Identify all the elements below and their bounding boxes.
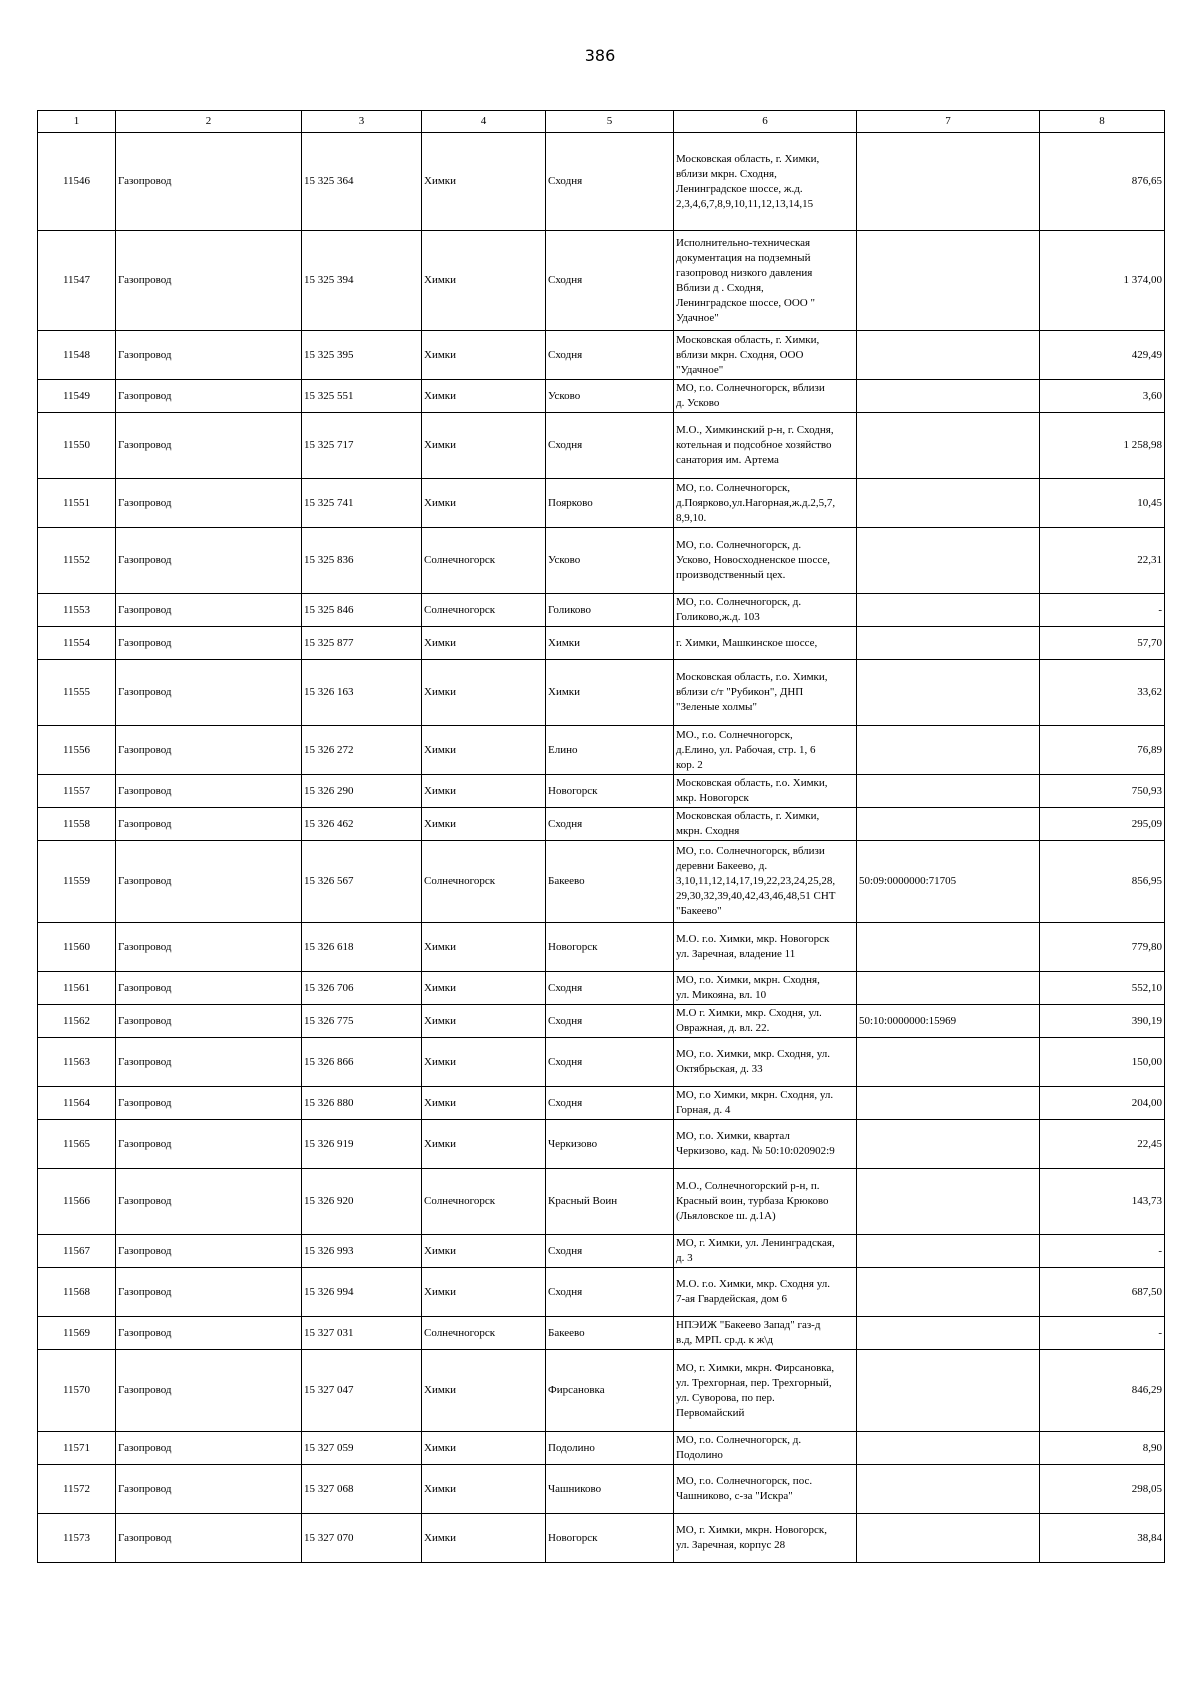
row-number-cell: 11553 bbox=[38, 594, 116, 627]
inventory-number-cell: 15 326 920 bbox=[302, 1169, 422, 1235]
page-number: 386 bbox=[584, 46, 616, 65]
district-cell: Химки bbox=[422, 331, 546, 380]
inventory-number-cell: 15 325 364 bbox=[302, 133, 422, 231]
object-name-cell: Газопровод bbox=[116, 923, 302, 972]
table-row bbox=[38, 479, 1165, 528]
object-name-cell: Газопровод bbox=[116, 1087, 302, 1120]
object-name-cell: Газопровод bbox=[116, 1120, 302, 1169]
object-name-cell: Газопровод bbox=[116, 808, 302, 841]
cadastral-number-cell bbox=[857, 1235, 1040, 1268]
cadastral-number-cell bbox=[857, 1169, 1040, 1235]
object-name-cell: Газопровод bbox=[116, 133, 302, 231]
cadastral-number-cell bbox=[857, 1038, 1040, 1087]
value-cell: 143,73 bbox=[1040, 1169, 1165, 1235]
inventory-number-cell: 15 327 070 bbox=[302, 1514, 422, 1563]
row-number-cell: 11559 bbox=[38, 841, 116, 923]
value-cell: 3,60 bbox=[1040, 380, 1165, 413]
table-row bbox=[38, 1235, 1165, 1268]
object-name-cell: Газопровод bbox=[116, 627, 302, 660]
object-name-cell: Газопровод bbox=[116, 1465, 302, 1514]
address-cell: М.О. г.о. Химки, мкр. Новогорск ул. Заречная, владение 11 bbox=[674, 923, 857, 972]
value-cell: 552,10 bbox=[1040, 972, 1165, 1005]
value-cell: 1 258,98 bbox=[1040, 413, 1165, 479]
column-header: 2 bbox=[116, 111, 302, 133]
column-header: 4 bbox=[422, 111, 546, 133]
cadastral-number-cell: 50:10:0000000:15969 bbox=[857, 1005, 1040, 1038]
address-cell: МО, г. Химки, мкрн. Фирсановка, ул. Трехгорная, пер. Трехгорный, ул. Суворова, по пер. Первомайский bbox=[674, 1350, 857, 1432]
cadastral-number-cell bbox=[857, 808, 1040, 841]
inventory-number-cell: 15 326 706 bbox=[302, 972, 422, 1005]
cadastral-number-cell bbox=[857, 413, 1040, 479]
object-name-cell: Газопровод bbox=[116, 231, 302, 331]
column-header: 1 bbox=[38, 111, 116, 133]
cadastral-number-cell bbox=[857, 1087, 1040, 1120]
value-cell: 295,09 bbox=[1040, 808, 1165, 841]
value-cell: 38,84 bbox=[1040, 1514, 1165, 1563]
object-name-cell: Газопровод bbox=[116, 1005, 302, 1038]
table-row bbox=[38, 1268, 1165, 1317]
address-cell: МО, г.о. Химки, мкрн. Сходня, ул. Микояна, вл. 10 bbox=[674, 972, 857, 1005]
column-header: 8 bbox=[1040, 111, 1165, 133]
locality-cell: Новогорск bbox=[546, 923, 674, 972]
address-cell: МО, г.о. Солнечногорск, д.Поярково,ул.Нагорная,ж.д.2,5,7, 8,9,10. bbox=[674, 479, 857, 528]
value-cell: 876,65 bbox=[1040, 133, 1165, 231]
address-cell: М.О. г.о. Химки, мкр. Сходня ул. 7-ая Гвардейская, дом 6 bbox=[674, 1268, 857, 1317]
row-number-cell: 11570 bbox=[38, 1350, 116, 1432]
locality-cell: Голиково bbox=[546, 594, 674, 627]
row-number-cell: 11568 bbox=[38, 1268, 116, 1317]
column-header: 6 bbox=[674, 111, 857, 133]
object-name-cell: Газопровод bbox=[116, 1169, 302, 1235]
district-cell: Солнечногорск bbox=[422, 528, 546, 594]
locality-cell: Химки bbox=[546, 660, 674, 726]
address-cell: М.О., Солнечногорский р-н, п. Красный воин, турбаза Крюково (Льяловское ш. д.1А) bbox=[674, 1169, 857, 1235]
cadastral-number-cell bbox=[857, 923, 1040, 972]
address-cell: МО, г.о. Солнечногорск, пос. Чашниково, с-за "Искра" bbox=[674, 1465, 857, 1514]
address-cell: МО, г.о. Солнечногорск, д. Голиково,ж.д. 103 bbox=[674, 594, 857, 627]
address-cell: Московская область, г. Химки, мкрн. Сходня bbox=[674, 808, 857, 841]
row-number-cell: 11560 bbox=[38, 923, 116, 972]
object-name-cell: Газопровод bbox=[116, 380, 302, 413]
district-cell: Химки bbox=[422, 627, 546, 660]
object-name-cell: Газопровод bbox=[116, 775, 302, 808]
cadastral-number-cell bbox=[857, 775, 1040, 808]
cadastral-number-cell bbox=[857, 594, 1040, 627]
district-cell: Солнечногорск bbox=[422, 1317, 546, 1350]
row-number-cell: 11573 bbox=[38, 1514, 116, 1563]
cadastral-number-cell bbox=[857, 528, 1040, 594]
row-number-cell: 11569 bbox=[38, 1317, 116, 1350]
district-cell: Солнечногорск bbox=[422, 594, 546, 627]
address-cell: МО, г.о. Химки, мкр. Сходня, ул. Октябрьская, д. 33 bbox=[674, 1038, 857, 1087]
locality-cell: Сходня bbox=[546, 1235, 674, 1268]
locality-cell: Усково bbox=[546, 380, 674, 413]
row-number-cell: 11563 bbox=[38, 1038, 116, 1087]
locality-cell: Сходня bbox=[546, 413, 674, 479]
cadastral-number-cell bbox=[857, 1268, 1040, 1317]
row-number-cell: 11556 bbox=[38, 726, 116, 775]
value-cell: 390,19 bbox=[1040, 1005, 1165, 1038]
locality-cell: Сходня bbox=[546, 808, 674, 841]
value-cell: - bbox=[1040, 1317, 1165, 1350]
table-row bbox=[38, 808, 1165, 841]
value-cell: 750,93 bbox=[1040, 775, 1165, 808]
table-row bbox=[38, 133, 1165, 231]
district-cell: Химки bbox=[422, 231, 546, 331]
locality-cell: Сходня bbox=[546, 231, 674, 331]
column-header: 5 bbox=[546, 111, 674, 133]
row-number-cell: 11555 bbox=[38, 660, 116, 726]
inventory-number-cell: 15 326 462 bbox=[302, 808, 422, 841]
address-cell: МО, г.о. Солнечногорск, вблизи деревни Бакеево, д. 3,10,11,12,14,17,19,22,23,24,25,28, 29,30,32,39,40,42,43,46,48,51 СНТ "Бакеево" bbox=[674, 841, 857, 923]
row-number-cell: 11548 bbox=[38, 331, 116, 380]
object-name-cell: Газопровод bbox=[116, 660, 302, 726]
address-cell: Московская область, г.о. Химки, мкр. Новогорск bbox=[674, 775, 857, 808]
address-cell: МО, г. Химки, мкрн. Новогорск, ул. Заречная, корпус 28 bbox=[674, 1514, 857, 1563]
object-name-cell: Газопровод bbox=[116, 1268, 302, 1317]
locality-cell: Новогорск bbox=[546, 775, 674, 808]
district-cell: Химки bbox=[422, 1432, 546, 1465]
value-cell: - bbox=[1040, 594, 1165, 627]
value-cell: 687,50 bbox=[1040, 1268, 1165, 1317]
inventory-number-cell: 15 326 775 bbox=[302, 1005, 422, 1038]
locality-cell: Сходня bbox=[546, 972, 674, 1005]
district-cell: Химки bbox=[422, 133, 546, 231]
row-number-cell: 11547 bbox=[38, 231, 116, 331]
district-cell: Химки bbox=[422, 1268, 546, 1317]
address-cell: М.О г. Химки, мкр. Сходня, ул. Овражная, д. вл. 22. bbox=[674, 1005, 857, 1038]
value-cell: 204,00 bbox=[1040, 1087, 1165, 1120]
table-row bbox=[38, 1005, 1165, 1038]
inventory-number-cell: 15 327 031 bbox=[302, 1317, 422, 1350]
cadastral-number-cell bbox=[857, 380, 1040, 413]
address-cell: Московская область, г. Химки, вблизи мкрн. Сходня, ООО "Удачное" bbox=[674, 331, 857, 380]
object-name-cell: Газопровод bbox=[116, 1317, 302, 1350]
row-number-cell: 11554 bbox=[38, 627, 116, 660]
address-cell: Московская область, г. Химки, вблизи мкрн. Сходня, Ленинградское шоссе, ж.д. 2,3,4,6,7,8,9,10,11,12,13,14,15 bbox=[674, 133, 857, 231]
address-cell: г. Химки, Машкинское шоссе, bbox=[674, 627, 857, 660]
address-cell: МО, г.о. Химки, квартал Черкизово, кад. № 50:10:020902:9 bbox=[674, 1120, 857, 1169]
district-cell: Химки bbox=[422, 1235, 546, 1268]
value-cell: 8,90 bbox=[1040, 1432, 1165, 1465]
object-name-cell: Газопровод bbox=[116, 726, 302, 775]
value-cell: - bbox=[1040, 1235, 1165, 1268]
district-cell: Химки bbox=[422, 1514, 546, 1563]
district-cell: Химки bbox=[422, 380, 546, 413]
district-cell: Химки bbox=[422, 1038, 546, 1087]
object-name-cell: Газопровод bbox=[116, 1350, 302, 1432]
value-cell: 22,31 bbox=[1040, 528, 1165, 594]
locality-cell: Елино bbox=[546, 726, 674, 775]
district-cell: Химки bbox=[422, 660, 546, 726]
row-number-cell: 11567 bbox=[38, 1235, 116, 1268]
locality-cell: Чашниково bbox=[546, 1465, 674, 1514]
row-number-cell: 11564 bbox=[38, 1087, 116, 1120]
locality-cell: Подолино bbox=[546, 1432, 674, 1465]
inventory-number-cell: 15 326 618 bbox=[302, 923, 422, 972]
cadastral-number-cell bbox=[857, 479, 1040, 528]
locality-cell: Сходня bbox=[546, 1005, 674, 1038]
locality-cell: Сходня bbox=[546, 331, 674, 380]
address-cell: МО, г.о. Солнечногорск, д. Подолино bbox=[674, 1432, 857, 1465]
table-row bbox=[38, 1432, 1165, 1465]
inventory-number-cell: 15 327 059 bbox=[302, 1432, 422, 1465]
object-name-cell: Газопровод bbox=[116, 413, 302, 479]
address-cell: НПЭИЖ "Бакеево Запад" газ-д в.д, МРП. ср.д. к ж\д bbox=[674, 1317, 857, 1350]
locality-cell: Поярково bbox=[546, 479, 674, 528]
address-cell: МО, г.о. Солнечногорск, д. Усково, Новосходненское шоссе, производственный цех. bbox=[674, 528, 857, 594]
district-cell: Химки bbox=[422, 972, 546, 1005]
table-row bbox=[38, 841, 1165, 923]
cadastral-number-cell bbox=[857, 1465, 1040, 1514]
table-row bbox=[38, 1120, 1165, 1169]
value-cell: 10,45 bbox=[1040, 479, 1165, 528]
row-number-cell: 11550 bbox=[38, 413, 116, 479]
cadastral-number-cell bbox=[857, 1317, 1040, 1350]
cadastral-number-cell: 50:09:0000000:71705 bbox=[857, 841, 1040, 923]
table-row bbox=[38, 627, 1165, 660]
row-number-cell: 11561 bbox=[38, 972, 116, 1005]
value-cell: 22,45 bbox=[1040, 1120, 1165, 1169]
object-name-cell: Газопровод bbox=[116, 1038, 302, 1087]
table-row bbox=[38, 231, 1165, 331]
table-row bbox=[38, 1514, 1165, 1563]
locality-cell: Бакеево bbox=[546, 841, 674, 923]
value-cell: 846,29 bbox=[1040, 1350, 1165, 1432]
inventory-number-cell: 15 325 836 bbox=[302, 528, 422, 594]
locality-cell: Черкизово bbox=[546, 1120, 674, 1169]
district-cell: Химки bbox=[422, 808, 546, 841]
inventory-number-cell: 15 326 567 bbox=[302, 841, 422, 923]
cadastral-number-cell bbox=[857, 726, 1040, 775]
cadastral-number-cell bbox=[857, 1514, 1040, 1563]
cadastral-number-cell bbox=[857, 1120, 1040, 1169]
table-row bbox=[38, 726, 1165, 775]
object-name-cell: Газопровод bbox=[116, 1514, 302, 1563]
locality-cell: Сходня bbox=[546, 1087, 674, 1120]
inventory-number-cell: 15 325 846 bbox=[302, 594, 422, 627]
district-cell: Химки bbox=[422, 1350, 546, 1432]
locality-cell: Усково bbox=[546, 528, 674, 594]
table-row bbox=[38, 594, 1165, 627]
value-cell: 33,62 bbox=[1040, 660, 1165, 726]
district-cell: Химки bbox=[422, 1005, 546, 1038]
object-name-cell: Газопровод bbox=[116, 479, 302, 528]
row-number-cell: 11572 bbox=[38, 1465, 116, 1514]
value-cell: 779,80 bbox=[1040, 923, 1165, 972]
table-row bbox=[38, 660, 1165, 726]
row-number-cell: 11558 bbox=[38, 808, 116, 841]
value-cell: 150,00 bbox=[1040, 1038, 1165, 1087]
locality-cell: Фирсановка bbox=[546, 1350, 674, 1432]
object-name-cell: Газопровод bbox=[116, 1432, 302, 1465]
inventory-number-cell: 15 327 068 bbox=[302, 1465, 422, 1514]
district-cell: Солнечногорск bbox=[422, 1169, 546, 1235]
table-row bbox=[38, 972, 1165, 1005]
locality-cell: Красный Воин bbox=[546, 1169, 674, 1235]
column-header: 7 bbox=[857, 111, 1040, 133]
inventory-number-cell: 15 325 741 bbox=[302, 479, 422, 528]
inventory-number-cell: 15 325 394 bbox=[302, 231, 422, 331]
address-cell: Московская область, г.о. Химки, вблизи с/т "Рубикон", ДНП "Зеленые холмы" bbox=[674, 660, 857, 726]
table-row bbox=[38, 1317, 1165, 1350]
district-cell: Химки bbox=[422, 479, 546, 528]
row-number-cell: 11551 bbox=[38, 479, 116, 528]
locality-cell: Химки bbox=[546, 627, 674, 660]
district-cell: Химки bbox=[422, 775, 546, 808]
table-row bbox=[38, 1169, 1165, 1235]
object-name-cell: Газопровод bbox=[116, 1235, 302, 1268]
district-cell: Солнечногорск bbox=[422, 841, 546, 923]
object-name-cell: Газопровод bbox=[116, 841, 302, 923]
inventory-number-cell: 15 326 993 bbox=[302, 1235, 422, 1268]
table-row bbox=[38, 528, 1165, 594]
inventory-number-cell: 15 326 994 bbox=[302, 1268, 422, 1317]
value-cell: 1 374,00 bbox=[1040, 231, 1165, 331]
locality-cell: Сходня bbox=[546, 1038, 674, 1087]
value-cell: 429,49 bbox=[1040, 331, 1165, 380]
table-row bbox=[38, 413, 1165, 479]
object-name-cell: Газопровод bbox=[116, 331, 302, 380]
row-number-cell: 11557 bbox=[38, 775, 116, 808]
row-number-cell: 11549 bbox=[38, 380, 116, 413]
inventory-number-cell: 15 325 877 bbox=[302, 627, 422, 660]
value-cell: 57,70 bbox=[1040, 627, 1165, 660]
table-row bbox=[38, 923, 1165, 972]
cadastral-number-cell bbox=[857, 1432, 1040, 1465]
cadastral-number-cell bbox=[857, 331, 1040, 380]
cadastral-number-cell bbox=[857, 133, 1040, 231]
column-header-row bbox=[38, 111, 1165, 133]
table-row bbox=[38, 1350, 1165, 1432]
table-row bbox=[38, 331, 1165, 380]
row-number-cell: 11571 bbox=[38, 1432, 116, 1465]
locality-cell: Сходня bbox=[546, 1268, 674, 1317]
table-body bbox=[38, 133, 1165, 1563]
object-name-cell: Газопровод bbox=[116, 594, 302, 627]
locality-cell: Бакеево bbox=[546, 1317, 674, 1350]
locality-cell: Сходня bbox=[546, 133, 674, 231]
row-number-cell: 11566 bbox=[38, 1169, 116, 1235]
inventory-number-cell: 15 326 866 bbox=[302, 1038, 422, 1087]
district-cell: Химки bbox=[422, 413, 546, 479]
district-cell: Химки bbox=[422, 1120, 546, 1169]
address-cell: МО, г. Химки, ул. Ленинградская, д. 3 bbox=[674, 1235, 857, 1268]
inventory-number-cell: 15 326 272 bbox=[302, 726, 422, 775]
table-row bbox=[38, 1087, 1165, 1120]
inventory-number-cell: 15 325 395 bbox=[302, 331, 422, 380]
locality-cell: Новогорск bbox=[546, 1514, 674, 1563]
inventory-number-cell: 15 326 163 bbox=[302, 660, 422, 726]
row-number-cell: 11562 bbox=[38, 1005, 116, 1038]
table-row bbox=[38, 1465, 1165, 1514]
value-cell: 76,89 bbox=[1040, 726, 1165, 775]
cadastral-number-cell bbox=[857, 627, 1040, 660]
district-cell: Химки bbox=[422, 1465, 546, 1514]
cadastral-number-cell bbox=[857, 231, 1040, 331]
value-cell: 856,95 bbox=[1040, 841, 1165, 923]
column-header: 3 bbox=[302, 111, 422, 133]
table-row bbox=[38, 775, 1165, 808]
registry-table bbox=[37, 110, 1165, 1563]
table-row bbox=[38, 1038, 1165, 1087]
cadastral-number-cell bbox=[857, 660, 1040, 726]
row-number-cell: 11552 bbox=[38, 528, 116, 594]
value-cell: 298,05 bbox=[1040, 1465, 1165, 1514]
cadastral-number-cell bbox=[857, 972, 1040, 1005]
cadastral-number-cell bbox=[857, 1350, 1040, 1432]
row-number-cell: 11565 bbox=[38, 1120, 116, 1169]
address-cell: МО, г.о. Солнечногорск, вблизи д. Усково bbox=[674, 380, 857, 413]
district-cell: Химки bbox=[422, 923, 546, 972]
address-cell: МО, г.о Химки, мкрн. Сходня, ул. Горная, д. 4 bbox=[674, 1087, 857, 1120]
inventory-number-cell: 15 326 290 bbox=[302, 775, 422, 808]
inventory-number-cell: 15 325 717 bbox=[302, 413, 422, 479]
district-cell: Химки bbox=[422, 1087, 546, 1120]
object-name-cell: Газопровод bbox=[116, 972, 302, 1005]
object-name-cell: Газопровод bbox=[116, 528, 302, 594]
inventory-number-cell: 15 325 551 bbox=[302, 380, 422, 413]
address-cell: М.О., Химкинский р-н, г. Сходня, котельная и подсобное хозяйство санатория им. Артема bbox=[674, 413, 857, 479]
table-row bbox=[38, 380, 1165, 413]
inventory-number-cell: 15 327 047 bbox=[302, 1350, 422, 1432]
inventory-number-cell: 15 326 919 bbox=[302, 1120, 422, 1169]
row-number-cell: 11546 bbox=[38, 133, 116, 231]
address-cell: Исполнительно-техническая документация на подземный газопровод низкого давления Вблизи д . Сходня, Ленинградское шоссе, ООО " Удачное" bbox=[674, 231, 857, 331]
district-cell: Химки bbox=[422, 726, 546, 775]
address-cell: МО., г.о. Солнечногорск, д.Елино, ул. Рабочая, стр. 1, 6 кор. 2 bbox=[674, 726, 857, 775]
inventory-number-cell: 15 326 880 bbox=[302, 1087, 422, 1120]
